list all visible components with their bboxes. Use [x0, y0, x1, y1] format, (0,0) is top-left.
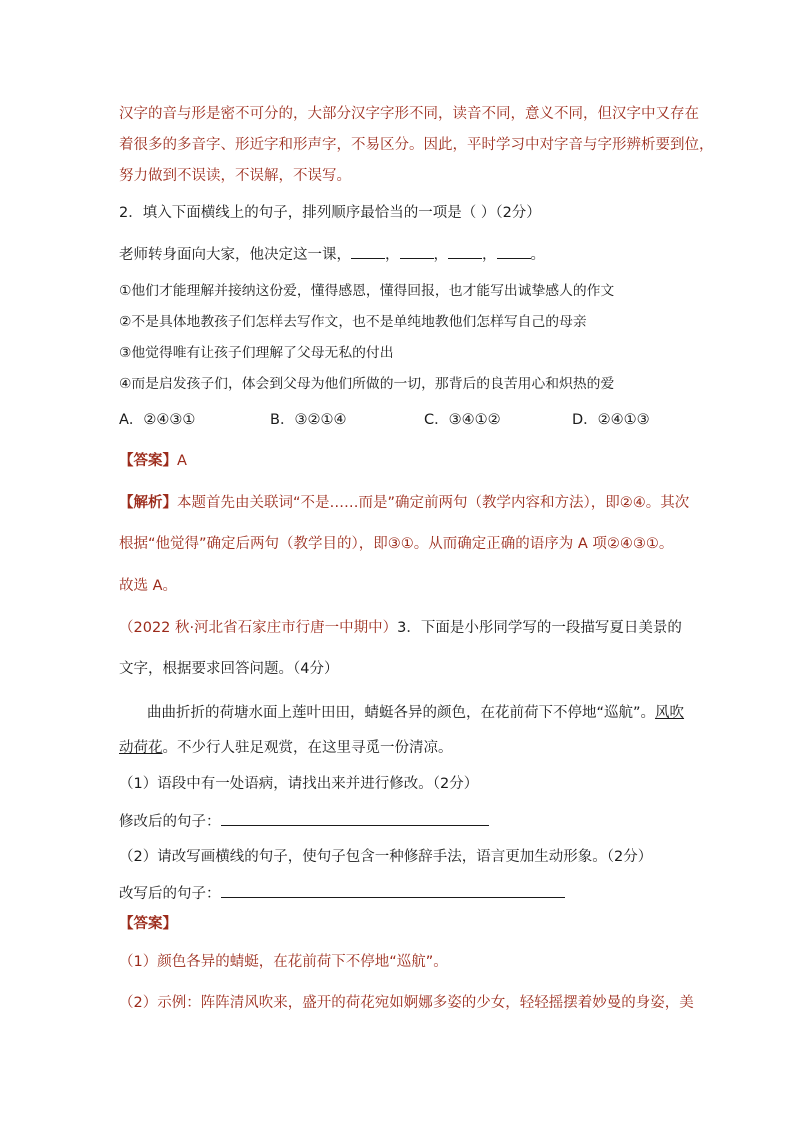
passage-text-2: 。不少行人驻足观赏，在这里寻觅一份清凉。 — [162, 740, 453, 756]
q2-analysis-line-3: 故选 A。 — [119, 578, 178, 594]
q2-prompt: 老师转身面向大家，他决定这一课， ， ， ， 。 — [119, 244, 545, 265]
q2-option-c: C．③④①② — [424, 412, 501, 428]
intro-line-3: 努力做到不误读，不误解，不误写。 — [119, 168, 351, 184]
q2-stem: 2．填入下面横线上的句子，排列顺序最恰当的一项是（ ）（2分） — [119, 205, 541, 221]
answer-tag: 【答案】 — [119, 453, 177, 469]
intro-line-1: 汉字的音与形是密不可分的，大部分汉字字形不同，读音不同，意义不同，但汉字中又存在 — [119, 106, 699, 122]
passage-text-1: 曲曲折折的荷塘水面上莲叶田田，蜻蜓各异的颜色，在花前荷下不停地“巡航”。 — [147, 705, 656, 721]
intro-line-2: 着很多的多音字、形近字和形声字，不易区分。因此，平时学习中对字音与字形辨析要到位， — [119, 137, 714, 153]
q3-stem-line-1 — [119, 618, 682, 638]
blank-2 — [400, 244, 434, 259]
passage-underline-2: 动荷花 — [119, 740, 163, 756]
q3-answer-1: （1）颜色各异的蜻蜓，在花前荷下不停地“巡航”。 — [119, 954, 448, 970]
analysis-text-2a: 根据“他觉得”确定后两句（教学目的），即 — [119, 536, 388, 552]
sub2-label: 改写后的句子： — [119, 886, 221, 902]
q3-source: （2022 秋·河北省石家庄市行唐一中期中） — [119, 620, 398, 636]
analysis-text-1: 本题首先由关联词“不是……而是”确定前两句（教学内容和方法），即②④。其次 — [177, 495, 690, 511]
analysis-tag: 【解析】 — [119, 495, 177, 511]
q2-analysis-line-2 — [119, 534, 673, 554]
sub1-answer-blank[interactable] — [221, 811, 489, 826]
analysis-text-2d: ②④③① — [606, 536, 659, 552]
q2-option-b: B．③②①④ — [270, 412, 347, 428]
q3-sub-2-answer-line — [119, 883, 565, 904]
sub2-answer-blank[interactable] — [221, 883, 565, 898]
analysis-text-2e: 。 — [658, 536, 674, 552]
blank-1 — [351, 244, 385, 259]
q2-answer — [119, 451, 187, 471]
sub1-label: 修改后的句子： — [119, 814, 221, 830]
q2-item-4: ④而是启发孩子们，体会到父母为他们所做的一切，那背后的良苦用心和炽热的爱 — [119, 376, 615, 392]
analysis-text-2c: 。从而确定正确的语序为 A 项 — [413, 536, 607, 552]
q3-stem-text: 3．下面是小彤同学写的一段描写夏日美景的 — [397, 620, 682, 636]
q2-item-1: ①他们才能理解并接纳这份爱，懂得感恩，懂得回报，也才能写出诚挚感人的作文 — [119, 283, 615, 299]
q3-passage-line-2 — [119, 738, 453, 758]
q3-answer-2: （2）示例：阵阵清风吹来，盛开的荷花宛如婀娜多姿的少女，轻轻摇摆着妙曼的身姿，美 — [119, 995, 694, 1011]
analysis-text-2b: ③① — [387, 536, 414, 552]
answer-value: A — [177, 453, 187, 469]
q2-prompt-end: 。 — [530, 247, 545, 263]
q3-passage-line-1 — [147, 703, 684, 723]
blank-3 — [448, 244, 482, 259]
q2-prompt-text: 老师转身面向大家，他决定这一课， — [119, 247, 351, 263]
q3-sub-1: （1）语段中有一处语病，请找出来并进行修改。（2分） — [119, 776, 479, 792]
passage-underline-1: 风吹 — [655, 705, 685, 721]
q2-item-3: ③他觉得唯有让孩子们理解了父母无私的付出 — [119, 345, 394, 361]
q3-stem-line-2: 文字，根据要求回答问题。（4分） — [119, 661, 339, 677]
blank-4 — [497, 244, 531, 259]
q2-analysis-line-1 — [119, 493, 689, 513]
q2-item-2: ②不是具体地教孩子们怎样去写作文，也不是单纯地教他们怎样写自己的母亲 — [119, 314, 587, 330]
q2-option-d: D．②④①③ — [572, 412, 650, 428]
q3-sub-1-answer-line — [119, 811, 489, 832]
q3-sub-2: （2）请改写画横线的句子，使句子包含一种修辞手法，语言更加生动形象。（2分） — [119, 849, 653, 865]
q2-option-a: A．②④③① — [119, 412, 196, 428]
q3-answer-tag: 【答案】 — [119, 916, 177, 932]
